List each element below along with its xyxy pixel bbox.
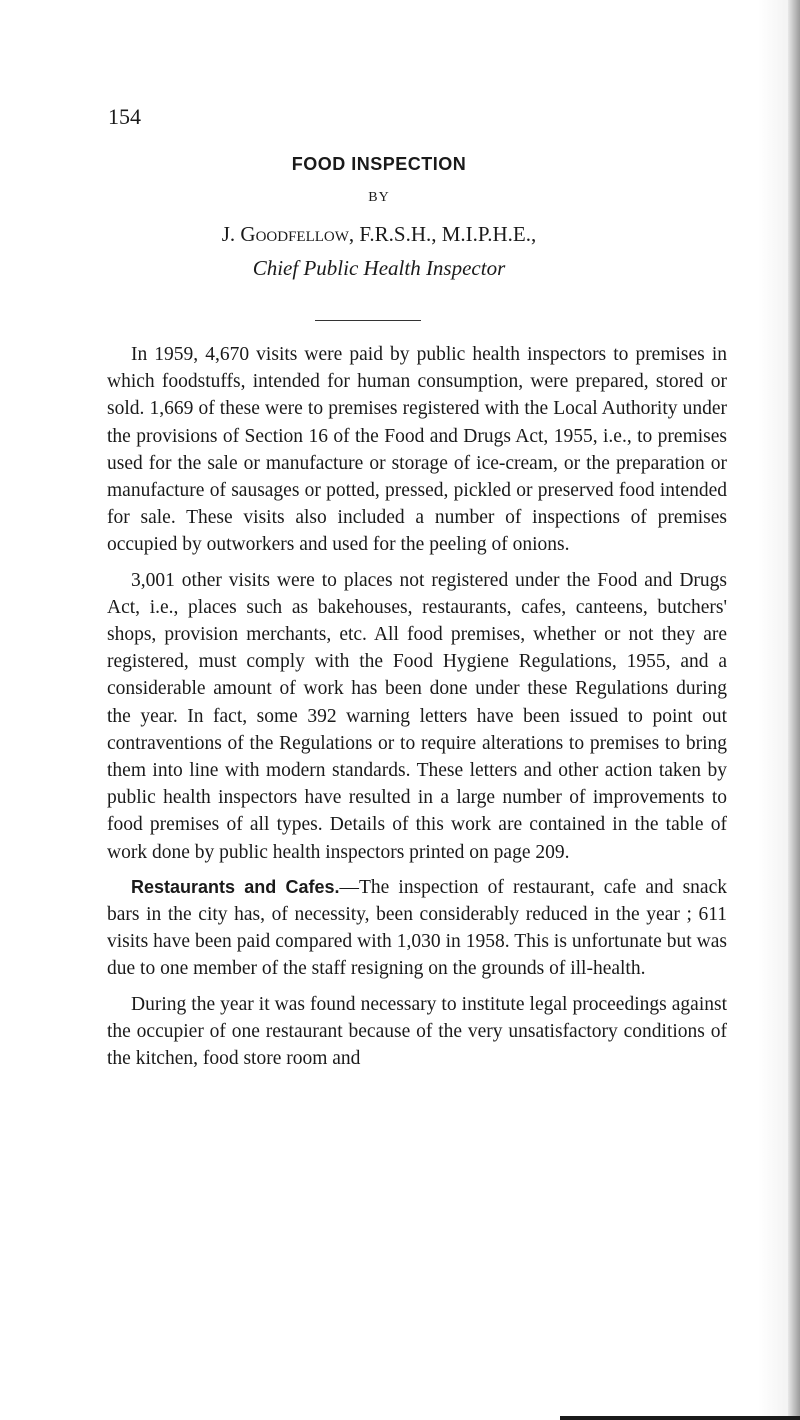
body-text: [107, 341, 727, 1080]
author-role: Chief Public Health Inspector: [252, 256, 506, 280]
subsection-heading: Restaurants and Cafes.: [131, 876, 340, 897]
paragraph: [107, 991, 727, 1073]
paragraph: [107, 567, 727, 866]
page-number: 154: [108, 104, 141, 129]
paragraph-text: 3,001 other visits were to places not registered under the Food and Drugs Act, i.e., places such as bakehouses, restaurants, cafes, canteens, butchers' shops, provision merchants, etc. All food premises, whether or not they are registered, must comply with the Food Hygiene Regulations, 1955, and a considerable amount of work has been done under these Regulations during the year. In fact, some 392 warning letters have been issued to point out contraventions of the Regulations or to require alterations to premises to bring them into line with modern standards. These letters and other action taken by public health inspectors have resulted in a large number of improvements to food premises of all types. Details of this work are contained in the table of work done by public health inspectors printed on page 209.: [107, 569, 727, 863]
paragraph: [107, 341, 727, 559]
binding-edge: [788, 0, 800, 1420]
binding-shadow: [758, 0, 788, 1420]
section-title: FOOD INSPECTION: [291, 154, 467, 174]
paragraph-text: In 1959, 4,670 visits were paid by public health inspectors to premises in which foodstuffs, intended for human consumption, were prepared, stored or sold. 1,669 of these were to premises registered with the Local Authority under the provisions of Section 16 of the Food and Drugs Act, 1955, i.e., to premises used for the sale or manufacture or storage of ice-cream, or the preparation or manufacture of sausages or potted, pressed, pickled or preserved food intended for sale. These visits also included a number of inspections of premises occupied by outworkers and used for the peeling of onions.: [107, 344, 727, 556]
author-name: J. Goodfellow, F.R.S.H., M.I.P.H.E.,: [221, 222, 537, 246]
paragraph-text: —The inspection of restaurant, cafe and snack bars in the city has, of necessity, been considerably reduced in the year ; 611 visits have been paid compared with 1,030 in 1958. This is unfortunate but was due to one member of the staff resigning on the grounds of ill-health.: [107, 876, 727, 980]
bottom-edge-line: [560, 1416, 800, 1420]
byline-by: BY: [368, 190, 390, 205]
paragraph-text: During the year it was found necessary to institute legal proceedings against the occupier of one restaurant because of the very unsatisfactory conditions of the kitchen, food store room and: [107, 993, 727, 1070]
section-divider: [315, 320, 421, 321]
paragraph: [107, 874, 727, 983]
